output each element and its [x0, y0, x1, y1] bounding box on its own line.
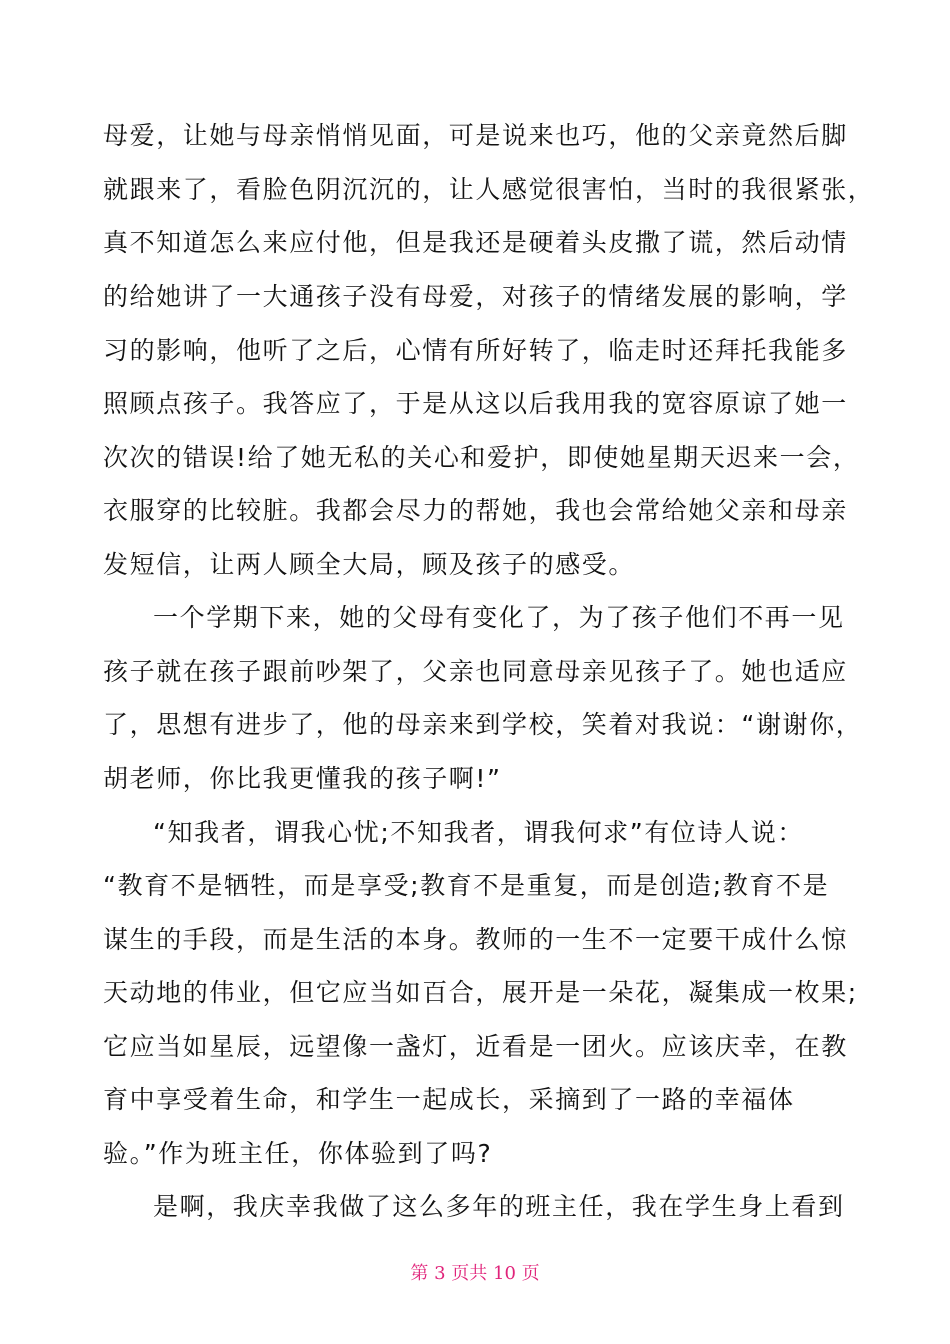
- paragraph-line: 一个学期下来，她的父母有变化了，为了孩子他们不再一见: [153, 603, 845, 632]
- paragraph-line: 的给她讲了一大通孩子没有母爱，对孩子的情绪发展的影响，学: [103, 282, 848, 311]
- paragraph-line: “教育不是牺牲，而是享受;教育不是重复，而是创造;教育不是: [103, 871, 830, 900]
- paragraph-line: 照顾点孩子。我答应了，于是从这以后我用我的宽容原谅了她一: [103, 389, 848, 418]
- paragraph-line: 了，思想有进步了，他的母亲来到学校，笑着对我说：“谢谢你，: [103, 710, 863, 739]
- paragraph-line: 次次的错误!给了她无私的关心和爱护，即使她星期天迟来一会，: [103, 443, 860, 472]
- paragraph-line: 孩子就在孩子跟前吵架了，父亲也同意母亲见孩子了。她也适应: [103, 657, 848, 686]
- paragraph-line: 是啊，我庆幸我做了这么多年的班主任，我在学生身上看到: [153, 1192, 845, 1221]
- paragraph-line: “知我者，谓我心忧;不知我者，谓我何求”有位诗人说：: [153, 818, 804, 847]
- paragraph-line: 它应当如星辰，远望像一盏灯，近看是一团火。应该庆幸，在教: [103, 1032, 848, 1061]
- paragraph-line: 验。”作为班主任，你体验到了吗?: [103, 1139, 493, 1168]
- paragraph-line: 天动地的伟业，但它应当如百合，展开是一朵花，凝集成一枚果;: [103, 978, 858, 1007]
- paragraph-line: 育中享受着生命，和学生一起成长，采摘到了一路的幸福体: [103, 1085, 795, 1114]
- paragraph-line: 衣服穿的比较脏。我都会尽力的帮她，我也会常给她父亲和母亲: [103, 496, 848, 525]
- paragraph-line: 真不知道怎么来应付他，但是我还是硬着头皮撒了谎，然后动情: [103, 228, 848, 257]
- page-number-footer: 第 3 页共 10 页: [410, 1263, 540, 1284]
- paragraph-line: 谋生的手段，而是生活的本身。教师的一生不一定要干成什么惊: [103, 925, 848, 954]
- paragraph-line: 发短信，让两人顾全大局，顾及孩子的感受。: [103, 550, 636, 579]
- paragraph-line: 母爱，让她与母亲悄悄见面，可是说来也巧，他的父亲竟然后脚: [103, 121, 848, 150]
- paragraph-line: 习的影响，他听了之后，心情有所好转了，临走时还拜托我能多: [103, 336, 848, 365]
- paragraph-line: 胡老师，你比我更懂我的孩子啊!”: [103, 764, 502, 793]
- paragraph-line: 就跟来了，看脸色阴沉沉的，让人感觉很害怕，当时的我很紧张，: [103, 175, 875, 204]
